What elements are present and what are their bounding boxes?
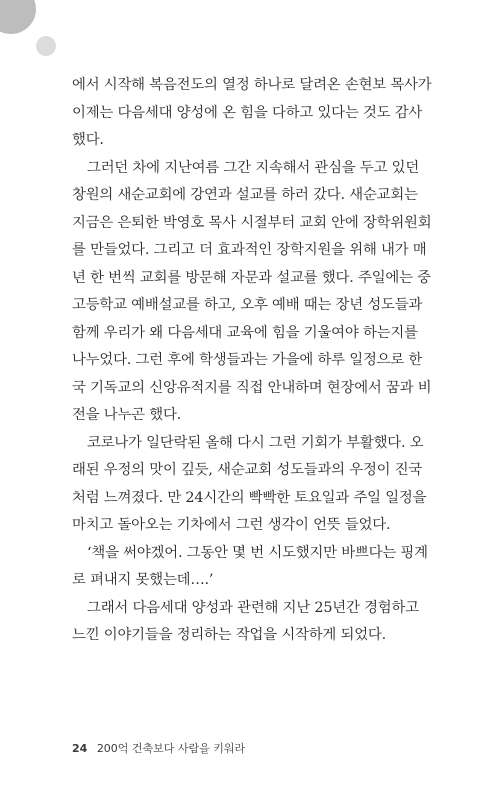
text-line: 그래서 다음세대 양성과 관련해 지난 25년간 경험하고 <box>87 599 419 616</box>
text-line: 그러던 차에 지난여름 그간 지속해서 관심을 두고 있던 <box>87 159 420 176</box>
page-footer <box>72 740 245 756</box>
decorative-circle-small <box>36 36 56 56</box>
text-line: 이제는 다음세대 양성에 온 힘을 다하고 있다는 것도 감사 <box>72 104 423 121</box>
text-line: 함께 우리가 왜 다음세대 교육에 힘을 기울여야 하는지를 <box>72 324 418 341</box>
text-line: 창원의 새순교회에 강연과 설교를 하러 갔다. 새순교회는 <box>72 187 418 203</box>
body-text <box>72 72 432 650</box>
text-line: 년 한 번씩 교회를 방문해 자문과 설교를 했다. 주일에는 중 <box>72 269 431 286</box>
text-line: 했다. <box>72 132 104 148</box>
text-line: 마치고 돌아오는 기차에서 그런 생각이 언뜻 들었다. <box>72 517 391 533</box>
running-title: 200억 건축보다 사람을 키워라 <box>96 742 246 755</box>
text-line: 나누었다. 그런 후에 학생들과는 가을에 하루 일정으로 한 <box>72 352 423 368</box>
text-line: 느낀 이야기들을 정리하는 작업을 시작하게 되었다. <box>72 627 386 643</box>
text-line: 를 만들었다. 그리고 더 효과적인 장학지원을 위해 내가 매 <box>72 242 427 258</box>
text-line: ‘책을 써야겠어. 그동안 몇 번 시도했지만 바쁘다는 핑계 <box>87 544 428 561</box>
text-line: 지금은 은퇴한 박영호 목사 시절부터 교회 안에 장학위원회 <box>72 214 432 231</box>
text-line: 로 펴내지 못했는데….’ <box>72 572 214 588</box>
text-line: 래된 우정의 맛이 깊듯, 새순교회 성도들과의 우정이 진국 <box>72 462 423 478</box>
text-line: 전을 나누곤 했다. <box>72 407 182 423</box>
page-number: 24 <box>72 742 88 755</box>
text-line: 고등학교 예배설교를 하고, 오후 예배 때는 장년 성도들과 <box>72 297 423 313</box>
text-line: 국 기독교의 신앙유적지를 직접 안내하며 현장에서 꿈과 비 <box>72 379 432 396</box>
text-line: 에서 시작해 복음전도의 열정 하나로 달려온 손현보 목사가 <box>72 77 432 93</box>
text-line: 처럼 느껴졌다. 만 24시간의 빡빡한 토요일과 주일 일정을 <box>72 489 427 506</box>
text-line: 코로나가 일단락된 올해 다시 그런 기회가 부활했다. 오 <box>87 434 424 451</box>
decorative-circle-large <box>0 0 36 34</box>
